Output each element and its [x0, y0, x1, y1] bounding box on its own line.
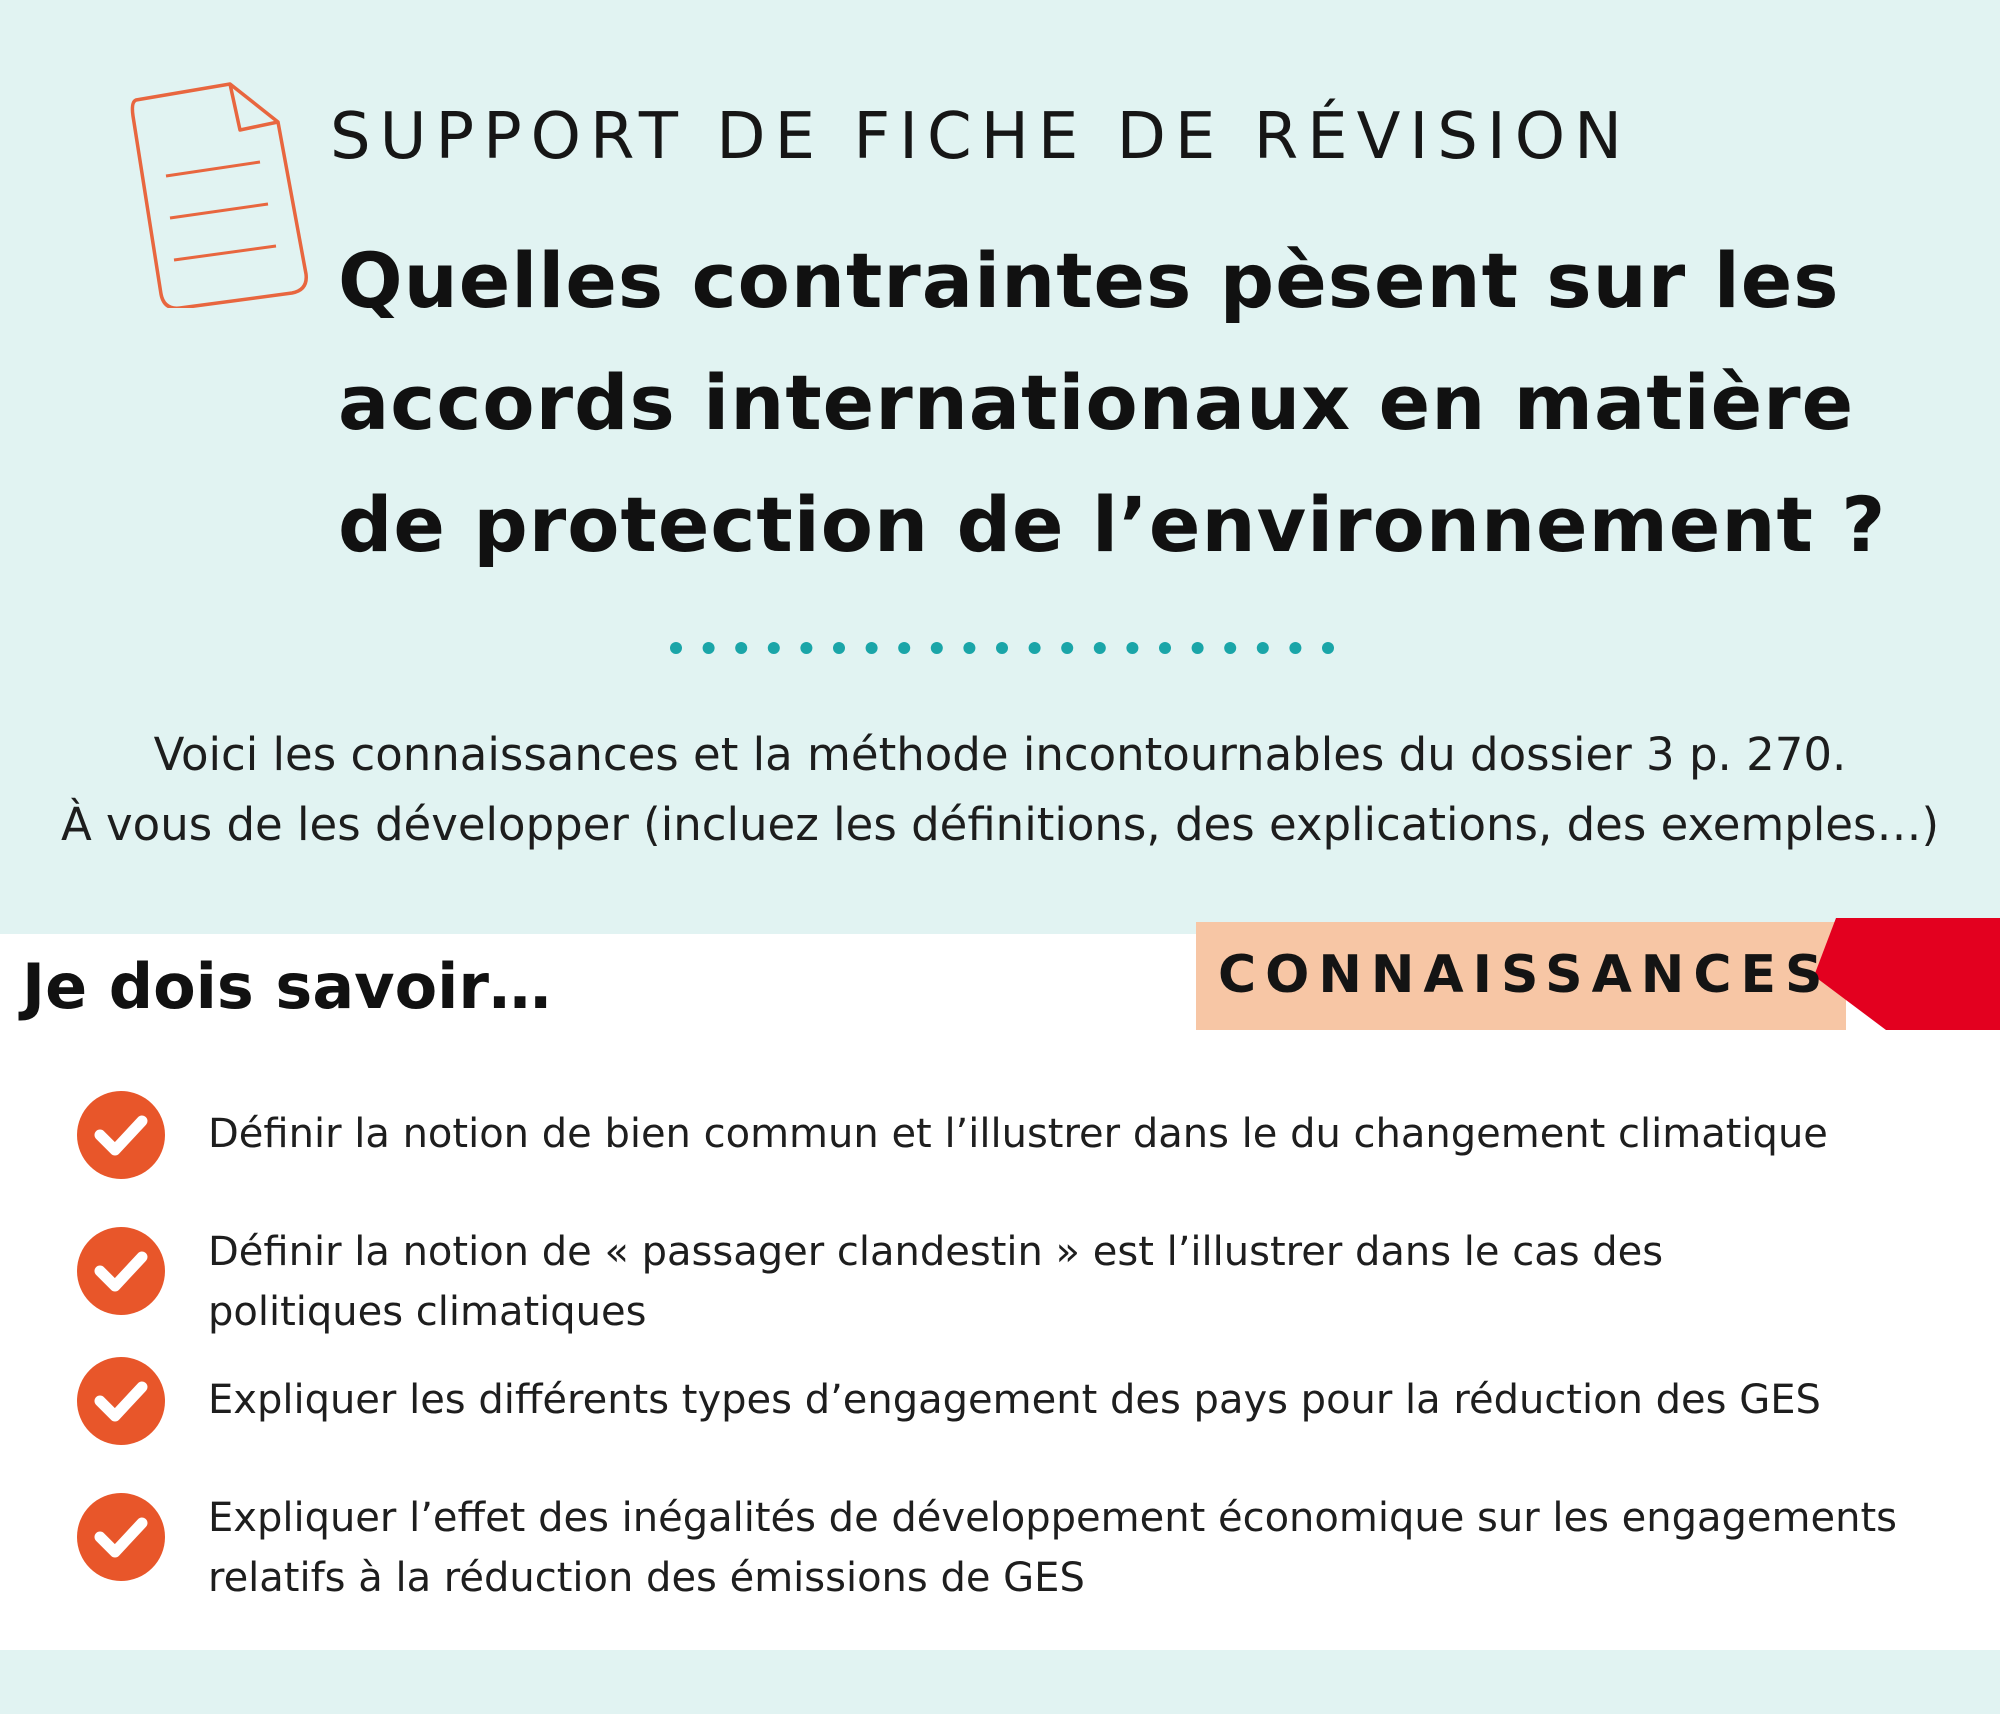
- intro-line: Voici les connaissances et la méthode incontournables du dossier 3 p. 270.: [153, 728, 1847, 781]
- divider-dot: [1192, 642, 1204, 654]
- divider-dot: [703, 642, 715, 654]
- divider-dot: [996, 642, 1008, 654]
- check-circle-icon: [76, 1090, 166, 1180]
- check-circle-icon: [76, 1356, 166, 1446]
- section-tag: CONNAISSANCES: [1218, 945, 1832, 1005]
- divider-dot: [833, 642, 845, 654]
- title-line: Quelles contraintes pèsent sur les: [338, 236, 1840, 325]
- divider-dot: [1322, 642, 1334, 654]
- list-item-line: Définir la notion de bien commun et l’illustrer dans le du changement climatique: [208, 1111, 1828, 1157]
- divider-dot: [1126, 642, 1138, 654]
- divider-dot: [866, 642, 878, 654]
- divider-dot: [898, 642, 910, 654]
- divider-dot: [735, 642, 747, 654]
- divider-dot: [1061, 642, 1073, 654]
- list-item-line: Expliquer l’effet des inégalités de développement économique sur les engagements: [208, 1495, 1897, 1541]
- check-circle-icon: [76, 1226, 166, 1316]
- list-item-line: relatifs à la réduction des émissions de GES: [208, 1555, 1085, 1601]
- title-line: de protection de l’environnement ?: [338, 480, 1887, 569]
- check-circle-icon: [76, 1492, 166, 1582]
- intro-line: À vous de les développer (incluez les définitions, des explications, des exemples…): [60, 798, 1940, 851]
- list-item-text: [208, 1370, 1908, 1430]
- divider-dot: [1224, 642, 1236, 654]
- list-item-text: [208, 1488, 1908, 1608]
- dotted-divider: [668, 638, 1338, 658]
- divider-dot: [1289, 642, 1301, 654]
- divider-dot: [931, 642, 943, 654]
- divider-dot: [963, 642, 975, 654]
- divider-dot: [1159, 642, 1171, 654]
- list-item-text: [208, 1222, 1908, 1342]
- list-item-line: Définir la notion de « passager clandestin » est l’illustrer dans le cas des: [208, 1229, 1664, 1275]
- divider-dot: [670, 642, 682, 654]
- intro-text: [0, 720, 2000, 860]
- page-title: [338, 220, 1887, 586]
- divider-dot: [1257, 642, 1269, 654]
- title-line: accords internationaux en matière: [338, 358, 1855, 447]
- section-subtitle: Je dois savoir…: [22, 950, 551, 1023]
- divider-dot: [768, 642, 780, 654]
- list-item-line: Expliquer les différents types d’engagement des pays pour la réduction des GES: [208, 1377, 1821, 1423]
- list-item-text: [208, 1104, 1908, 1164]
- list-item-line: politiques climatiques: [208, 1289, 647, 1335]
- overline-title: SUPPORT DE FICHE DE RÉVISION: [330, 100, 1631, 174]
- divider-dot: [800, 642, 812, 654]
- divider-dot: [1029, 642, 1041, 654]
- divider-dot: [1094, 642, 1106, 654]
- document-icon: [128, 78, 318, 308]
